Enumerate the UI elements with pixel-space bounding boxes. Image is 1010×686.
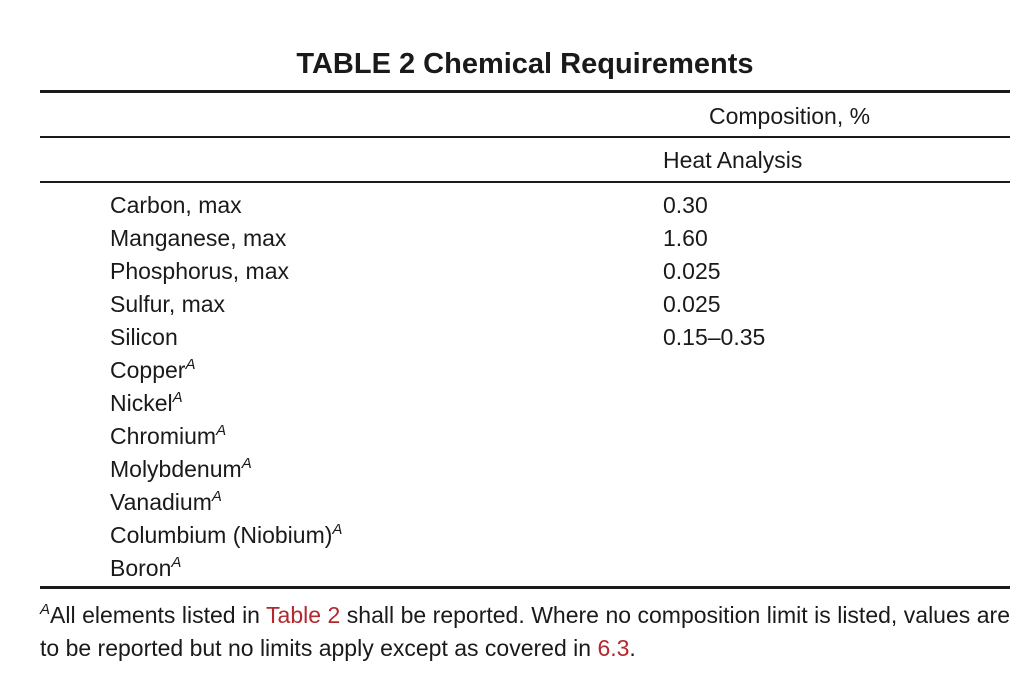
element-label: Chromium: [110, 423, 217, 449]
heat-analysis-value: 0.30: [663, 192, 708, 218]
table-row: [110, 354, 1010, 387]
table-row: [110, 420, 1010, 453]
element-label: Carbon, max: [110, 192, 242, 218]
footnote-ref: A: [216, 422, 227, 439]
footnote-ref: A: [171, 554, 182, 571]
table-row: [110, 387, 1010, 420]
footnote-text-2: shall be reported. Where no composition limit is listed, values are to be reported but no limits apply except as covered in: [40, 602, 1010, 661]
element-label: Sulfur, max: [110, 291, 226, 317]
element-label: Phosphorus, max: [110, 258, 289, 284]
element-name: [110, 288, 225, 321]
footnote-ref: A: [172, 389, 183, 406]
footnote-ref: A: [185, 356, 196, 373]
element-label: Copper: [110, 357, 186, 383]
footnote-text-1: All elements listed in: [50, 602, 267, 628]
table-row: [110, 189, 1010, 222]
heat-analysis-value: 0.15–0.35: [663, 324, 766, 350]
element-name: [110, 189, 242, 222]
table-title: TABLE 2 Chemical Requirements: [296, 48, 754, 80]
element-label: Manganese, max: [110, 225, 287, 251]
element-name: [110, 453, 252, 486]
subheader-rule: [40, 181, 1010, 183]
table-row: [110, 288, 1010, 321]
heat-analysis-value: 0.025: [663, 258, 721, 284]
header-rule: [40, 136, 1010, 138]
footnote-ref: A: [241, 455, 252, 472]
top-rule: [40, 90, 1010, 93]
table-row: [110, 453, 1010, 486]
table-row: [110, 552, 1010, 585]
element-label: Nickel: [110, 390, 173, 416]
heat-analysis-value: 0.025: [663, 291, 721, 317]
footnote: [40, 599, 1010, 665]
bottom-rule: [40, 586, 1010, 589]
table-row: [110, 486, 1010, 519]
element-name: [110, 255, 289, 288]
element-label: Vanadium: [110, 489, 212, 515]
heat-analysis-header: Heat Analysis: [663, 147, 803, 173]
element-label: Boron: [110, 555, 172, 581]
table-2-link[interactable]: Table 2: [266, 602, 341, 628]
footnote-marker: A: [40, 601, 51, 618]
element-name: [110, 222, 286, 255]
element-label: Molybdenum: [110, 456, 242, 482]
element-name: [110, 321, 178, 354]
table-row: [110, 321, 1010, 354]
element-name: [110, 354, 195, 387]
element-label: Columbium (Niobium): [110, 522, 333, 548]
table-row: [110, 222, 1010, 255]
element-name: [110, 387, 183, 420]
element-name: [110, 486, 222, 519]
footnote-ref: A: [332, 521, 343, 538]
element-name: [110, 552, 181, 585]
table-body: [110, 189, 1010, 585]
section-6-3-link[interactable]: 6.3: [597, 635, 630, 661]
element-label: Silicon: [110, 324, 178, 350]
element-name: [110, 519, 342, 552]
element-name: [110, 420, 226, 453]
table-row: [110, 519, 1010, 552]
heat-analysis-value: 1.60: [663, 225, 708, 251]
footnote-ref: A: [211, 488, 222, 505]
table-row: [110, 255, 1010, 288]
footnote-text-3: .: [629, 635, 636, 661]
composition-header: Composition, %: [709, 103, 871, 129]
